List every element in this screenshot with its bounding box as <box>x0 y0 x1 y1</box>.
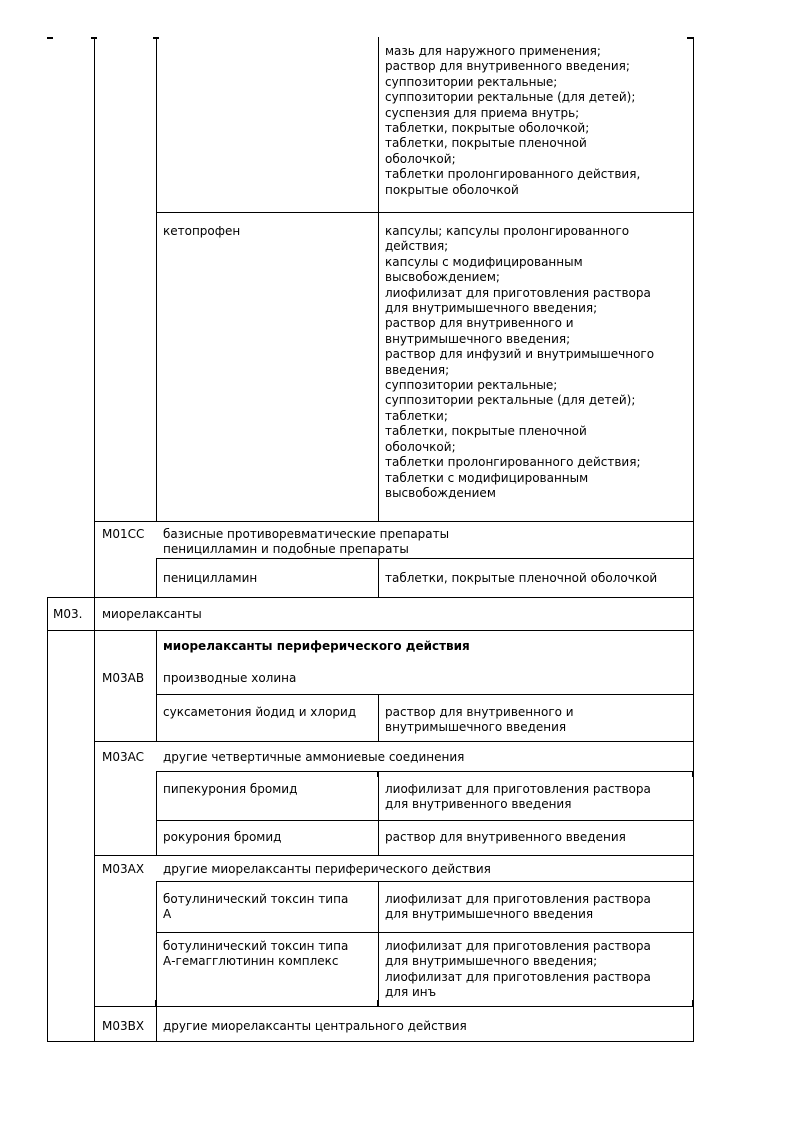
drug-name-ketoprofen: кетопрофен <box>163 224 241 238</box>
table-left-border <box>47 597 48 1042</box>
row-divider <box>94 521 694 522</box>
atc-code-m01cc: M01CC <box>102 527 145 541</box>
drug-name-botulinum-a <box>163 892 348 923</box>
form-line: суппозитории ректальные; <box>385 378 558 393</box>
row-divider <box>94 741 694 742</box>
page-break-mark <box>692 771 694 777</box>
form-column-divider-suxamethonium <box>378 694 379 741</box>
name-line: ботулинический токсин типа <box>163 939 349 953</box>
row-divider <box>156 771 694 772</box>
form-line: оболочкой; <box>385 439 456 454</box>
atc-code-m03: M03. <box>53 607 83 621</box>
name-line: ботулинический токсин типа <box>163 892 349 906</box>
form-line: капсулы; капсулы пролонгированного <box>385 224 630 238</box>
name-line: А <box>163 907 172 922</box>
group-title-m03ac: другие четвертичные аммониевые соединения <box>163 750 465 764</box>
form-line: раствор для инфузий и внутримышечного <box>385 347 655 362</box>
drug-name-botulinum-complex <box>163 939 348 970</box>
page-break-mark <box>687 37 693 39</box>
form-line: таблетки; <box>385 408 448 423</box>
title-line: базисные противоревматические препараты <box>163 527 450 541</box>
row-divider <box>156 932 694 933</box>
name-column-divider-top <box>156 37 157 521</box>
form-line: для внутримышечного введения; <box>385 954 598 969</box>
page-break-mark <box>155 1000 157 1006</box>
form-column-divider-top <box>378 37 379 521</box>
continued-forms-cell <box>385 44 640 198</box>
name-column-divider-mid <box>156 558 157 598</box>
form-line: внутримышечного введения <box>385 720 567 735</box>
form-column-divider-m03ax <box>378 881 379 1006</box>
page-break-mark <box>91 37 97 39</box>
page-break-mark <box>377 1000 379 1006</box>
drug-name-penicillamine: пеницилламин <box>163 571 258 585</box>
ketoprofen-forms-cell <box>385 224 654 501</box>
drug-name-rocuronium: рокурония бромид <box>163 830 282 844</box>
name-column-divider-m03ab <box>156 630 157 741</box>
row-divider <box>156 881 694 882</box>
form-line: суппозитории ректальные (для детей); <box>385 90 636 105</box>
form-line: раствор для внутривенного введения; <box>385 59 630 74</box>
atc-code-m03bx: M03BX <box>102 1019 145 1033</box>
form-line: лиофилизат для приготовления раствора <box>385 782 651 796</box>
pipecuronium-forms-cell <box>385 782 651 813</box>
row-divider <box>156 558 694 559</box>
form-line: для внутримышечного введения; <box>385 301 598 316</box>
form-line: покрытые оболочкой <box>385 182 519 197</box>
title-line: пеницилламин и подобные препараты <box>163 542 409 557</box>
code-column-divider <box>94 37 95 1042</box>
form-line: таблетки, покрытые оболочкой; <box>385 121 590 136</box>
form-line: суспензия для приема внутрь; <box>385 105 580 120</box>
atc-code-m03ac: M03AC <box>102 750 144 764</box>
row-divider <box>47 597 694 598</box>
form-line: оболочкой; <box>385 151 456 166</box>
form-line: для внутривенного введения <box>385 797 572 812</box>
table-right-border <box>693 37 694 1042</box>
form-line: внутримышечного введения; <box>385 331 571 346</box>
name-line: А-гемагглютинин комплекс <box>163 954 339 969</box>
row-divider <box>47 630 694 631</box>
group-title-m03ax: другие миорелаксанты периферического действия <box>163 862 491 876</box>
page-break-mark <box>377 771 379 777</box>
form-line: лиофилизат для приготовления раствора <box>385 892 651 906</box>
group-title-m03ab: производные холина <box>163 671 297 685</box>
form-line: капсулы с модифицированным <box>385 254 583 269</box>
drug-name-pipecuronium: пипекурония бромид <box>163 782 298 796</box>
row-divider <box>94 855 694 856</box>
form-line: для инъ <box>385 985 437 1000</box>
rocuronium-form: раствор для внутривенного введения <box>385 830 626 844</box>
table-bottom-border <box>47 1041 694 1042</box>
penicillamine-form: таблетки, покрытые пленочной оболочкой <box>385 571 658 585</box>
form-line: раствор для внутривенного и <box>385 316 574 331</box>
form-line: таблетки, покрытые пленочной <box>385 424 587 439</box>
drug-classification-table <box>47 37 694 1042</box>
form-line: мазь для наружного применения; <box>385 44 601 58</box>
atc-code-m03ax: M03AX <box>102 862 145 876</box>
form-line: высвобождением; <box>385 270 500 285</box>
form-line: таблетки пролонгированного действия; <box>385 455 641 470</box>
drug-name-suxamethonium: суксаметония йодид и хлорид <box>163 705 357 719</box>
row-divider <box>156 212 694 213</box>
name-column-divider-m03ax <box>156 881 157 1042</box>
group-title-m03bx: другие миорелаксанты центрального действия <box>163 1019 467 1033</box>
form-line: лиофилизат для приготовления раствора <box>385 969 651 984</box>
name-column-divider-m03ac <box>156 771 157 855</box>
form-line: лиофилизат для приготовления раствора <box>385 285 651 300</box>
form-line: суппозитории ректальные (для детей); <box>385 393 636 408</box>
form-line: таблетки пролонгированного действия, <box>385 167 641 182</box>
row-divider <box>156 820 694 821</box>
form-line: раствор для внутривенного и <box>385 705 574 719</box>
form-line: таблетки, покрытые пленочной <box>385 136 587 151</box>
group-title-m03a: миорелаксанты периферического действия <box>163 639 470 653</box>
form-line: таблетки с модифицированным <box>385 470 589 485</box>
form-line: высвобождением <box>385 485 496 500</box>
page-break-mark <box>47 37 53 39</box>
form-line: суппозитории ректальные; <box>385 74 558 89</box>
group-title-m01cc <box>163 527 449 558</box>
page-break-mark <box>692 1000 694 1006</box>
row-divider <box>94 1006 694 1007</box>
form-line: лиофилизат для приготовления раствора <box>385 939 651 953</box>
row-divider <box>156 694 694 695</box>
form-line: для внутримышечного введения <box>385 907 594 922</box>
group-title-m03: миорелаксанты <box>102 607 202 621</box>
form-line: введения; <box>385 362 450 377</box>
suxamethonium-forms-cell <box>385 705 574 736</box>
page-break-mark <box>153 37 159 39</box>
botulinum-a-forms-cell <box>385 892 651 923</box>
form-column-divider-penicillamine <box>378 558 379 598</box>
atc-code-m03ab: M03AB <box>102 671 145 685</box>
form-line: действия; <box>385 239 449 254</box>
form-column-divider-m03ac <box>378 771 379 855</box>
botulinum-complex-forms-cell <box>385 939 651 1001</box>
